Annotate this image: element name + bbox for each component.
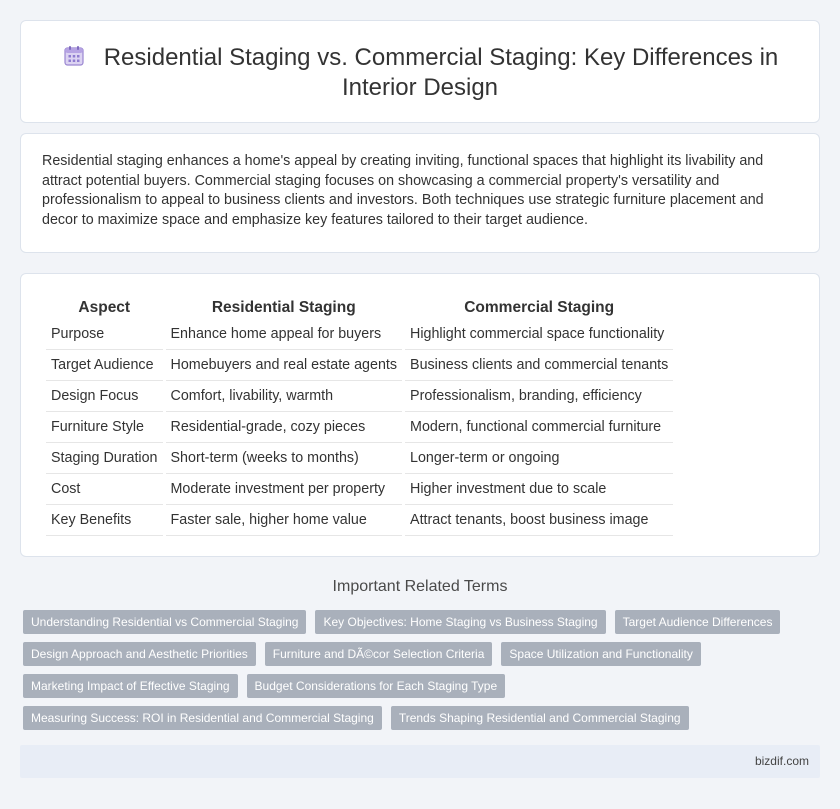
tag-row bbox=[23, 674, 505, 698]
page-title bbox=[21, 43, 819, 103]
table-cell: Attract tenants, boost business image bbox=[405, 505, 673, 536]
column-header-commercial: Commercial Staging bbox=[464, 299, 615, 316]
tag-row bbox=[23, 642, 701, 666]
comparison-card bbox=[20, 273, 820, 557]
table-cell: Residential-grade, cozy pieces bbox=[166, 412, 403, 443]
table-cell: Key Benefits bbox=[46, 505, 163, 536]
related-term-tag[interactable]: Design Approach and Aesthetic Priorities bbox=[23, 642, 256, 666]
related-terms-heading: Important Related Terms bbox=[332, 578, 508, 595]
table-cell: Homebuyers and real estate agents bbox=[166, 350, 403, 381]
related-term-tag[interactable]: Marketing Impact of Effective Staging bbox=[23, 674, 238, 698]
tag-row bbox=[23, 610, 780, 634]
column-header-aspect: Aspect bbox=[78, 299, 131, 316]
related-term-tag[interactable]: Space Utilization and Functionality bbox=[501, 642, 700, 666]
table-cell: Purpose bbox=[46, 319, 163, 350]
related-term-tag[interactable]: Trends Shaping Residential and Commercial Staging bbox=[391, 706, 689, 730]
table-cell: Business clients and commercial tenants bbox=[405, 350, 673, 381]
table-cell: Moderate investment per property bbox=[166, 474, 403, 505]
related-term-tag[interactable]: Furniture and DÃ©cor Selection Criteria bbox=[265, 642, 493, 666]
table-row bbox=[46, 505, 673, 536]
comparison-table bbox=[43, 293, 676, 536]
column-header-residential: Residential Staging bbox=[211, 299, 356, 316]
table-cell: Furniture Style bbox=[46, 412, 163, 443]
related-term-tag[interactable]: Measuring Success: ROI in Residential and Commercial Staging bbox=[23, 706, 382, 730]
related-term-tag[interactable]: Target Audience Differences bbox=[615, 610, 781, 634]
table-row bbox=[46, 319, 673, 350]
table-header-row bbox=[46, 293, 673, 319]
related-term-tag[interactable]: Key Objectives: Home Staging vs Business Staging bbox=[315, 610, 605, 634]
related-term-tag[interactable]: Understanding Residential vs Commercial Staging bbox=[23, 610, 306, 634]
footer bbox=[20, 745, 820, 778]
calendar-icon bbox=[62, 44, 86, 68]
title-card bbox=[20, 20, 820, 123]
table-row bbox=[46, 443, 673, 474]
footer-site-link[interactable]: bizdif.com bbox=[754, 754, 809, 768]
related-term-tag[interactable]: Budget Considerations for Each Staging Type bbox=[247, 674, 506, 698]
table-cell: Target Audience bbox=[46, 350, 163, 381]
intro-card bbox=[20, 133, 820, 253]
table-cell: Cost bbox=[46, 474, 163, 505]
table-cell: Higher investment due to scale bbox=[405, 474, 673, 505]
table-cell: Highlight commercial space functionality bbox=[405, 319, 673, 350]
intro-paragraph: Residential staging enhances a home's appeal by creating inviting, functional spaces that highlight its livability and attract potential buyers. Commercial staging focuses on showcasing a commercial property's versatility and professionalism to appeal to business clients and investors. Both techniques use strategic furniture placement and decor to maximize space and emphasize key features tailored to their target audience. bbox=[42, 153, 764, 228]
table-row bbox=[46, 412, 673, 443]
table-cell: Design Focus bbox=[46, 381, 163, 412]
table-cell: Longer-term or ongoing bbox=[405, 443, 673, 474]
tag-row bbox=[23, 706, 689, 730]
table-cell: Faster sale, higher home value bbox=[166, 505, 403, 536]
table-row bbox=[46, 381, 673, 412]
table-cell: Modern, functional commercial furniture bbox=[405, 412, 673, 443]
table-row bbox=[46, 474, 673, 505]
table-cell: Staging Duration bbox=[46, 443, 163, 474]
page-title-text: Residential Staging vs. Commercial Staging: Key Differences in Interior Design bbox=[103, 44, 779, 101]
table-row bbox=[46, 350, 673, 381]
table-cell: Professionalism, branding, efficiency bbox=[405, 381, 673, 412]
table-cell: Short-term (weeks to months) bbox=[166, 443, 403, 474]
table-cell: Enhance home appeal for buyers bbox=[166, 319, 403, 350]
table-cell: Comfort, livability, warmth bbox=[166, 381, 403, 412]
